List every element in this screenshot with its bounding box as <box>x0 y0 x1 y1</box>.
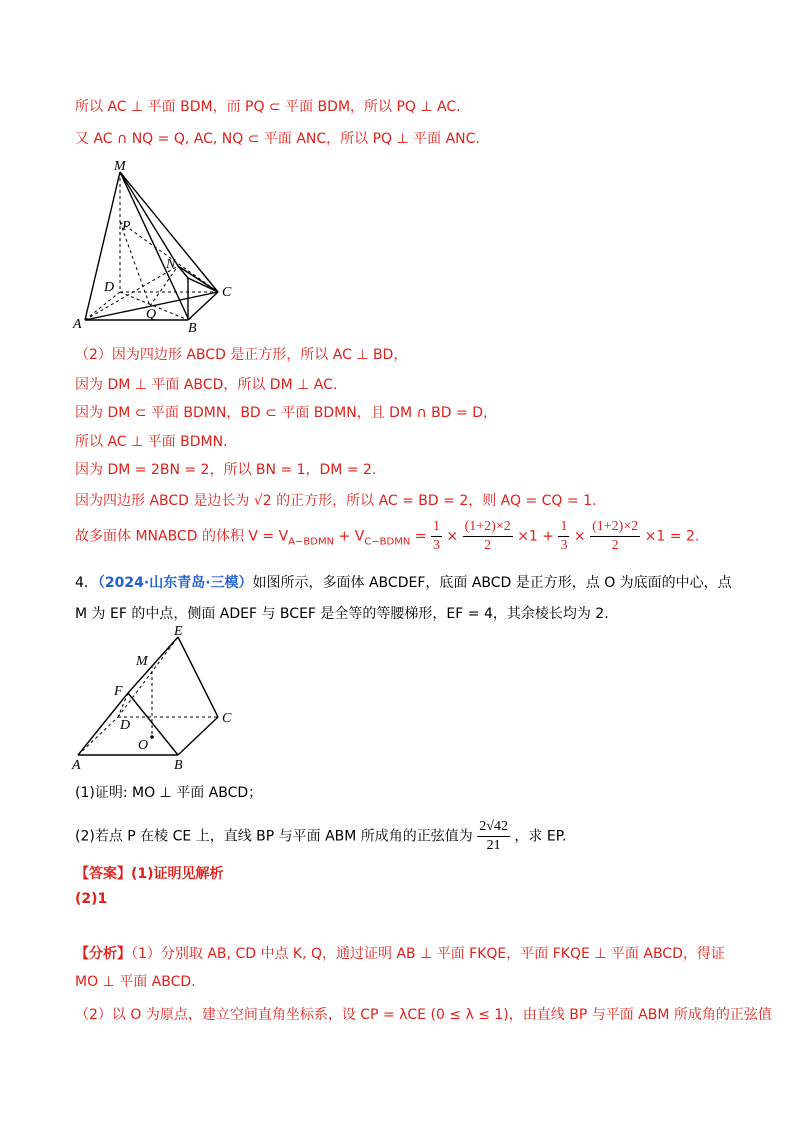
proof-line-7: 因为 DM = 2BN = 2，所以 BN = 1，DM = 2. <box>75 462 377 478</box>
analysis-line-3: （2）以 O 为原点，建立空间直角坐标系，设 CP = λCE (0 ≤ λ ≤ 1)，由直线 BP 与平面 ABM 所成角的正弦值 <box>75 1007 772 1023</box>
fig2-label-m: M <box>136 654 148 669</box>
analysis-line-2: MO ⊥ 平面 ABCD. <box>75 974 196 990</box>
answer-line-1: 【答案】(1)证明见解析 <box>75 866 224 882</box>
fig2-label-b: B <box>174 758 183 773</box>
fig2-label-c: C <box>222 711 232 726</box>
fig1-label-p: P <box>122 219 131 234</box>
fig1-label-a: A <box>73 317 82 332</box>
proof-line-8: 因为四边形 ABCD 是边长为 √2 的正方形，所以 AC = BD = 2，则 AQ = CQ = 1. <box>75 493 597 509</box>
question-2: (2)若点 P 在棱 CE 上，直线 BP 与平面 ABM 所成角的正弦值为 $\frac{2√42}{21}$ ，求 EP. <box>75 819 567 853</box>
fig1-label-c: C <box>222 285 232 300</box>
answer-line-2: (2)1 <box>75 891 108 907</box>
fig2-label-e: E <box>174 625 183 639</box>
proof-line-5: 因为 DM ⊂ 平面 BDMN，BD ⊂ 平面 BDMN，且 DM ∩ BD = D， <box>75 405 497 421</box>
fig2-label-d: D <box>120 718 131 733</box>
figure-polyhedron-mnabcd <box>70 158 250 338</box>
proof-line-1: 所以 AC ⊥ 平面 BDM，而 PQ ⊂ 平面 BDM，所以 PQ ⊥ AC. <box>75 99 461 115</box>
fig2-label-o: O <box>138 738 149 753</box>
proof-line-3: （2）因为四边形 ABCD 是正方形，所以 AC ⊥ BD， <box>75 347 408 363</box>
fig2-label-f: F <box>114 684 123 699</box>
analysis-line-1: 【分析】（1）分别取 AB, CD 中点 K, Q，通过证明 AB ⊥ 平面 FKQE，平面 FKQE ⊥ 平面 ABCD，得证 <box>75 946 725 962</box>
proof-line-6: 所以 AC ⊥ 平面 BDMN. <box>75 434 228 450</box>
question-1: (1)证明: MO ⊥ 平面 ABCD； <box>75 785 263 801</box>
proof-line-4: 因为 DM ⊥ 平面 ABCD，所以 DM ⊥ AC. <box>75 377 338 393</box>
fig1-label-d: D <box>104 280 115 295</box>
fig1-label-b: B <box>188 321 197 336</box>
fig2-label-a: A <box>72 758 81 773</box>
fig1-label-m: M <box>114 159 126 174</box>
problem-4-stem-2: M 为 EF 的中点，侧面 ADEF 与 BCEF 是全等的等腰梯形，EF = 4，其余棱长均为 2. <box>75 606 609 622</box>
proof-line-2: 又 AC ∩ NQ = Q, AC, NQ ⊂ 平面 ANC，所以 PQ ⊥ 平面 ANC. <box>75 131 480 147</box>
fig1-label-n: N <box>166 257 176 272</box>
fig1-label-q: Q <box>146 307 157 322</box>
volume-formula: 故多面体 MNABCD 的体积 $V = V_{A-BDMN} + V_{C-BDMN}$ = $\frac{1}{3}$ × $\frac{(1+2)\times 2}{2}$ ×1 + $\frac{1}{3}$ × $\frac{(1+2)\times 2}{2}$ ×1 = 2. <box>75 519 700 553</box>
figure-polyhedron-abcdef <box>70 625 250 775</box>
problem-4-stem: 4．（2024·山东青岛·三模）如图所示，多面体 ABCDEF，底面 ABCD 是正方形，点 O 为底面的中心，点 <box>75 575 732 591</box>
